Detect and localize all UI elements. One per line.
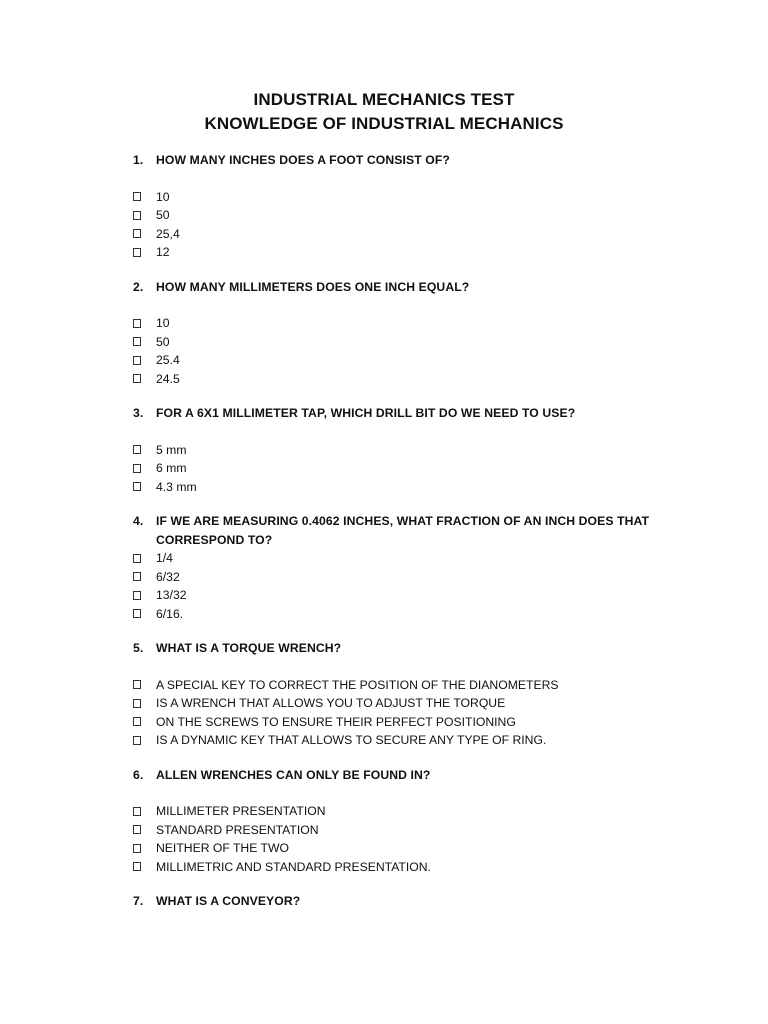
checkbox-icon[interactable] [133,680,141,689]
option-item[interactable] [133,731,653,750]
question-5 [133,639,653,750]
option-label: MILLIMETER PRESENTATION [156,804,326,818]
checkbox-icon[interactable] [133,844,141,853]
option-label: 4.3 mm [156,479,197,494]
checkbox-icon[interactable] [133,464,141,473]
question-text: HOW MANY MILLIMETERS DOES ONE INCH EQUAL? [156,279,470,294]
checkbox-icon[interactable] [133,699,141,708]
option-item[interactable] [133,478,653,497]
option-label: A SPECIAL KEY TO CORRECT THE POSITION OF THE DIANOMETERS [156,677,559,692]
option-label: ON THE SCREWS TO ENSURE THEIR PERFECT POSITIONING [156,714,516,729]
question-heading [133,278,653,297]
option-item[interactable] [133,370,653,389]
question-text: HOW MANY INCHES DOES A FOOT CONSIST OF? [156,153,450,167]
option-item[interactable] [133,839,653,858]
question-list [133,151,653,911]
question-heading [133,512,653,549]
checkbox-icon[interactable] [133,248,141,257]
option-item[interactable] [133,333,653,352]
question-text: ALLEN WRENCHES CAN ONLY BE FOUND IN? [156,767,431,782]
question-number: 5. [133,641,144,655]
option-list [133,188,653,262]
checkbox-icon[interactable] [133,445,141,454]
option-label: MILLIMETRIC AND STANDARD PRESENTATION. [156,859,431,874]
option-label: 10 [156,189,170,204]
question-4 [133,512,653,623]
question-spacer [133,496,653,512]
checkbox-icon[interactable] [133,482,141,491]
option-label: 6 mm [156,461,187,475]
option-label: 50 [156,334,170,349]
question-1 [133,151,653,262]
option-item[interactable] [133,549,653,568]
option-item[interactable] [133,694,653,713]
question-3 [133,404,653,496]
option-list [133,314,653,388]
question-number: 7. [133,894,144,908]
checkbox-icon[interactable] [133,192,141,201]
option-item[interactable] [133,605,653,624]
question-spacer [133,388,653,404]
option-label: NEITHER OF THE TWO [156,841,289,855]
option-item[interactable] [133,568,653,587]
question-2 [133,278,653,389]
option-item[interactable] [133,243,653,262]
checkbox-icon[interactable] [133,807,141,816]
option-item[interactable] [133,225,653,244]
question-heading [133,766,653,785]
checkbox-icon[interactable] [133,374,141,383]
checkbox-icon[interactable] [133,337,141,346]
checkbox-icon[interactable] [133,862,141,871]
question-spacer [133,623,653,639]
option-item[interactable] [133,459,653,478]
question-text: FOR A 6X1 MILLIMETER TAP, WHICH DRILL BIT DO WE NEED TO USE? [156,406,576,420]
option-item[interactable] [133,858,653,877]
option-list [133,549,653,623]
question-heading [133,639,653,658]
checkbox-icon[interactable] [133,591,141,600]
checkbox-icon[interactable] [133,572,141,581]
question-text: WHAT IS A CONVEYOR? [156,894,301,908]
option-item[interactable] [133,188,653,207]
question-spacer [133,750,653,766]
option-label: 50 [156,208,170,222]
option-label: IS A WRENCH THAT ALLOWS YOU TO ADJUST THE TORQUE [156,696,506,710]
option-item[interactable] [133,314,653,333]
question-spacer [133,876,653,892]
question-number: 6. [133,767,144,782]
question-number: 2. [133,279,144,294]
question-heading [133,404,653,423]
option-label: 5 mm [156,442,187,457]
question-6 [133,766,653,877]
option-item[interactable] [133,821,653,840]
option-list [133,802,653,876]
option-label: IS A DYNAMIC KEY THAT ALLOWS TO SECURE ANY TYPE OF RING. [156,733,547,747]
question-heading [133,151,653,170]
question-spacer [133,262,653,278]
checkbox-icon[interactable] [133,736,141,745]
checkbox-icon[interactable] [133,554,141,563]
question-heading [133,892,653,911]
question-number: 4. [133,514,144,528]
checkbox-icon[interactable] [133,356,141,365]
question-number: 1. [133,153,144,167]
document-title: INDUSTRIAL MECHANICS TEST [253,90,515,109]
option-item[interactable] [133,713,653,732]
option-label: 25,4 [156,226,180,241]
checkbox-icon[interactable] [133,211,141,220]
option-label: 25.4 [156,353,180,367]
option-item[interactable] [133,676,653,695]
question-text: IF WE ARE MEASURING 0.4062 INCHES, WHAT FRACTION OF AN INCH DOES THAT CORRESPOND TO? [156,514,650,547]
option-label: 6/32 [156,569,180,584]
option-item[interactable] [133,802,653,821]
checkbox-icon[interactable] [133,319,141,328]
option-label: 24.5 [156,371,180,386]
title-block [0,88,768,136]
option-label: 12 [156,245,170,259]
option-label: 1/4 [156,551,173,565]
option-item[interactable] [133,351,653,370]
option-label: 6/16. [156,606,184,621]
option-list [133,441,653,497]
question-7 [133,892,653,911]
question-number: 3. [133,406,144,420]
option-list [133,676,653,750]
option-item[interactable] [133,441,653,460]
option-label: 10 [156,316,170,330]
checkbox-icon[interactable] [133,717,141,726]
checkbox-icon[interactable] [133,609,141,618]
option-label: STANDARD PRESENTATION [156,822,319,837]
checkbox-icon[interactable] [133,229,141,238]
option-label: 13/32 [156,588,187,602]
option-item[interactable] [133,206,653,225]
document-subtitle: KNOWLEDGE OF INDUSTRIAL MECHANICS [204,114,564,133]
option-item[interactable] [133,586,653,605]
checkbox-icon[interactable] [133,825,141,834]
question-text: WHAT IS A TORQUE WRENCH? [156,641,342,655]
